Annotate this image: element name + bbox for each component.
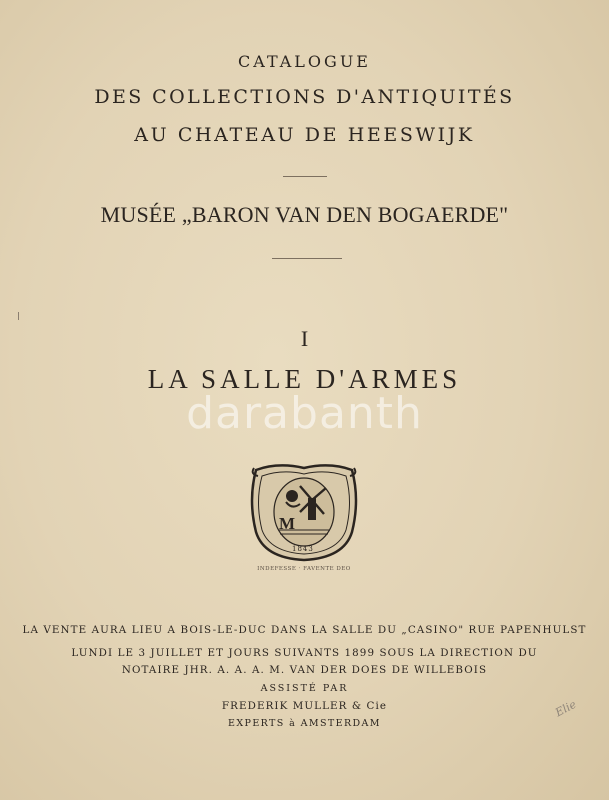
section-title: LA SALLE D'ARMES: [147, 364, 462, 394]
sale-notary: NOTAIRE JHR. A. A. A. M. VAN DER DOES DE WILLEBOIS: [121, 664, 488, 676]
assisted-by: ASSISTÉ PAR: [260, 683, 349, 694]
watermark: darabanth: [186, 388, 423, 439]
expert-location: EXPERTS à AMSTERDAM: [228, 718, 381, 729]
sale-location: LA VENTE AURA LIEU A BOIS-LE-DUC DANS LA SALLE DU „CASINO" RUE PAPENHULST: [22, 624, 587, 636]
divider-2: [272, 258, 342, 259]
chateau-title: AU CHATEAU DE HEESWIJK: [134, 124, 475, 146]
emblem-monogram: M: [279, 514, 296, 533]
emblem-year: 1843: [292, 545, 314, 553]
volume-number: I: [300, 326, 309, 351]
collections-title: DES COLLECTIONS D'ANTIQUITÉS: [94, 86, 515, 108]
museum-title: MUSÉE „BARON VAN DEN BOGAERDE": [100, 202, 509, 227]
divider-1: [283, 176, 327, 177]
handwritten-note: Elie: [553, 697, 579, 720]
catalogue-title: CATALOGUE: [238, 52, 371, 71]
emblem-motto: INDEFESSE · FAVENTE DEO: [257, 566, 351, 572]
margin-mark: [18, 312, 19, 320]
sale-date: LUNDI LE 3 JUILLET ET JOURS SUIVANTS 1899 SOUS LA DIRECTION DU: [71, 647, 538, 659]
expert-firm: FREDERIK MULLER & Cie: [221, 700, 388, 712]
